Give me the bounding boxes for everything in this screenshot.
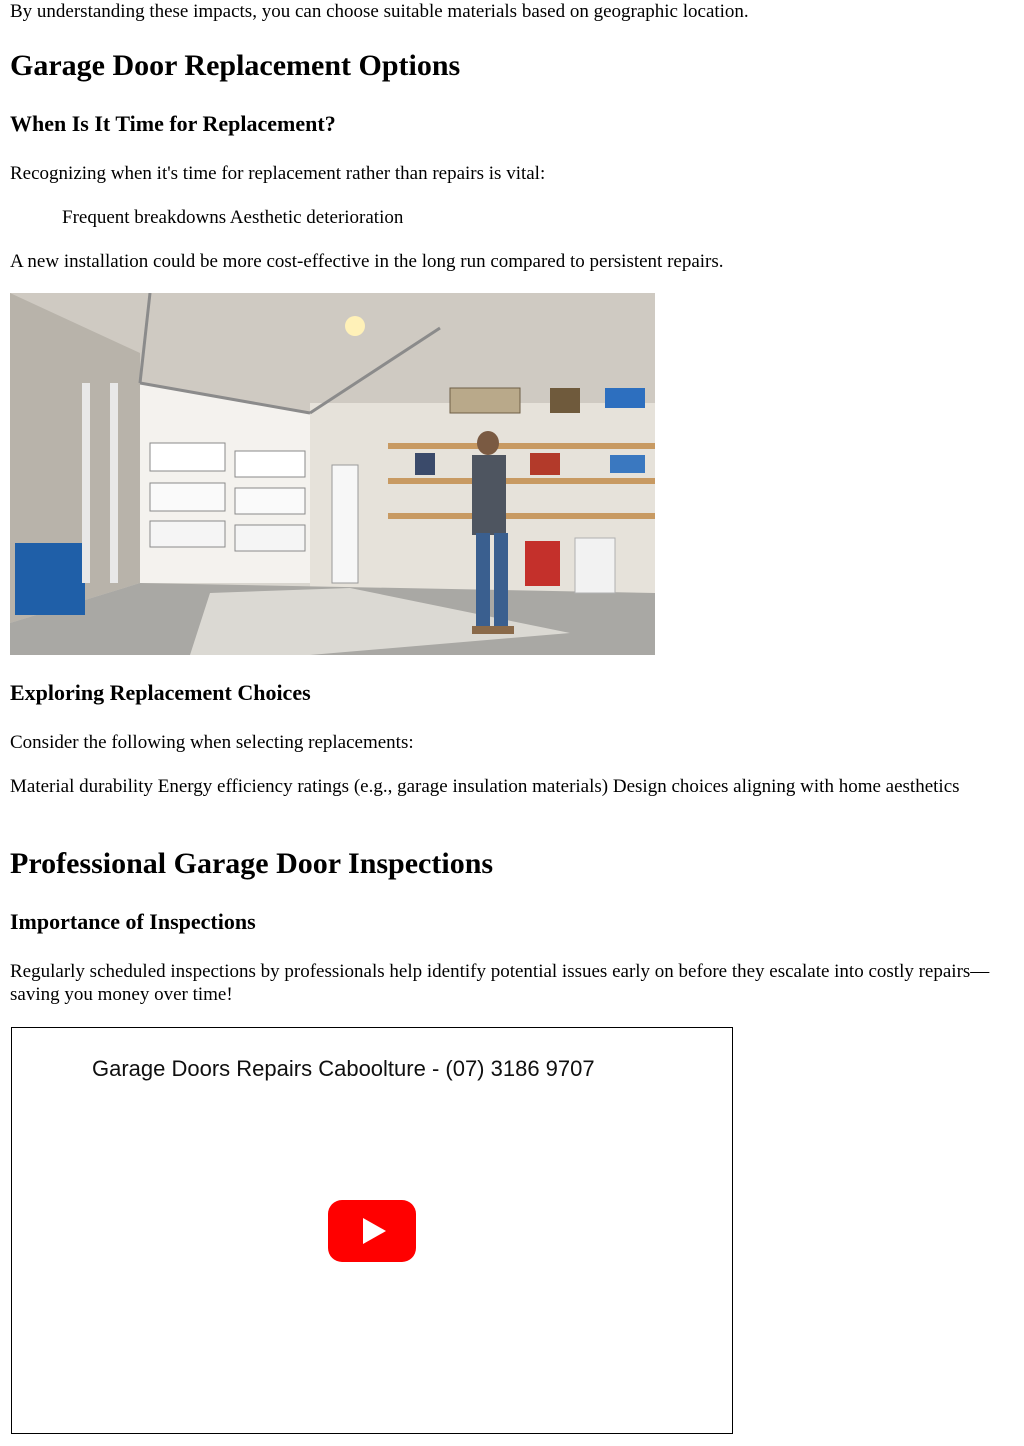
intro-paragraph: By understanding these impacts, you can choose suitable materials based on geographic location.: [10, 1, 749, 22]
heading-replacement-options: Garage Door Replacement Options: [10, 49, 461, 82]
heading-importance-inspections: Importance of Inspections: [10, 909, 256, 934]
youtube-play-icon[interactable]: [328, 1200, 416, 1262]
paragraph-consider: Consider the following when selecting replacements:: [10, 732, 414, 753]
garage-photo: [10, 293, 655, 655]
paragraph-new-installation: A new installation could be more cost-effective in the long run compared to persistent repairs.: [10, 251, 724, 272]
paragraph-regular-inspections: Regularly scheduled inspections by professionals help identify potential issues early on before they escalate into costly repairs—saving you money over time!: [10, 961, 990, 1005]
heading-when-replace: When Is It Time for Replacement?: [10, 111, 336, 136]
youtube-video-embed[interactable]: [11, 1027, 733, 1434]
video-title[interactable]: Garage Doors Repairs Caboolture - (07) 3186 9707: [92, 1056, 595, 1081]
list-replacement-choices: Material durability Energy efficiency ratings (e.g., garage insulation materials) Design choices aligning with home aesthetics: [10, 776, 960, 797]
heading-exploring-choices: Exploring Replacement Choices: [10, 680, 311, 705]
heading-professional-inspections: Professional Garage Door Inspections: [10, 847, 494, 880]
paragraph-recognize: Recognizing when it's time for replacement rather than repairs is vital:: [10, 163, 546, 184]
list-replacement-signs: Frequent breakdowns Aesthetic deterioration: [62, 207, 404, 228]
